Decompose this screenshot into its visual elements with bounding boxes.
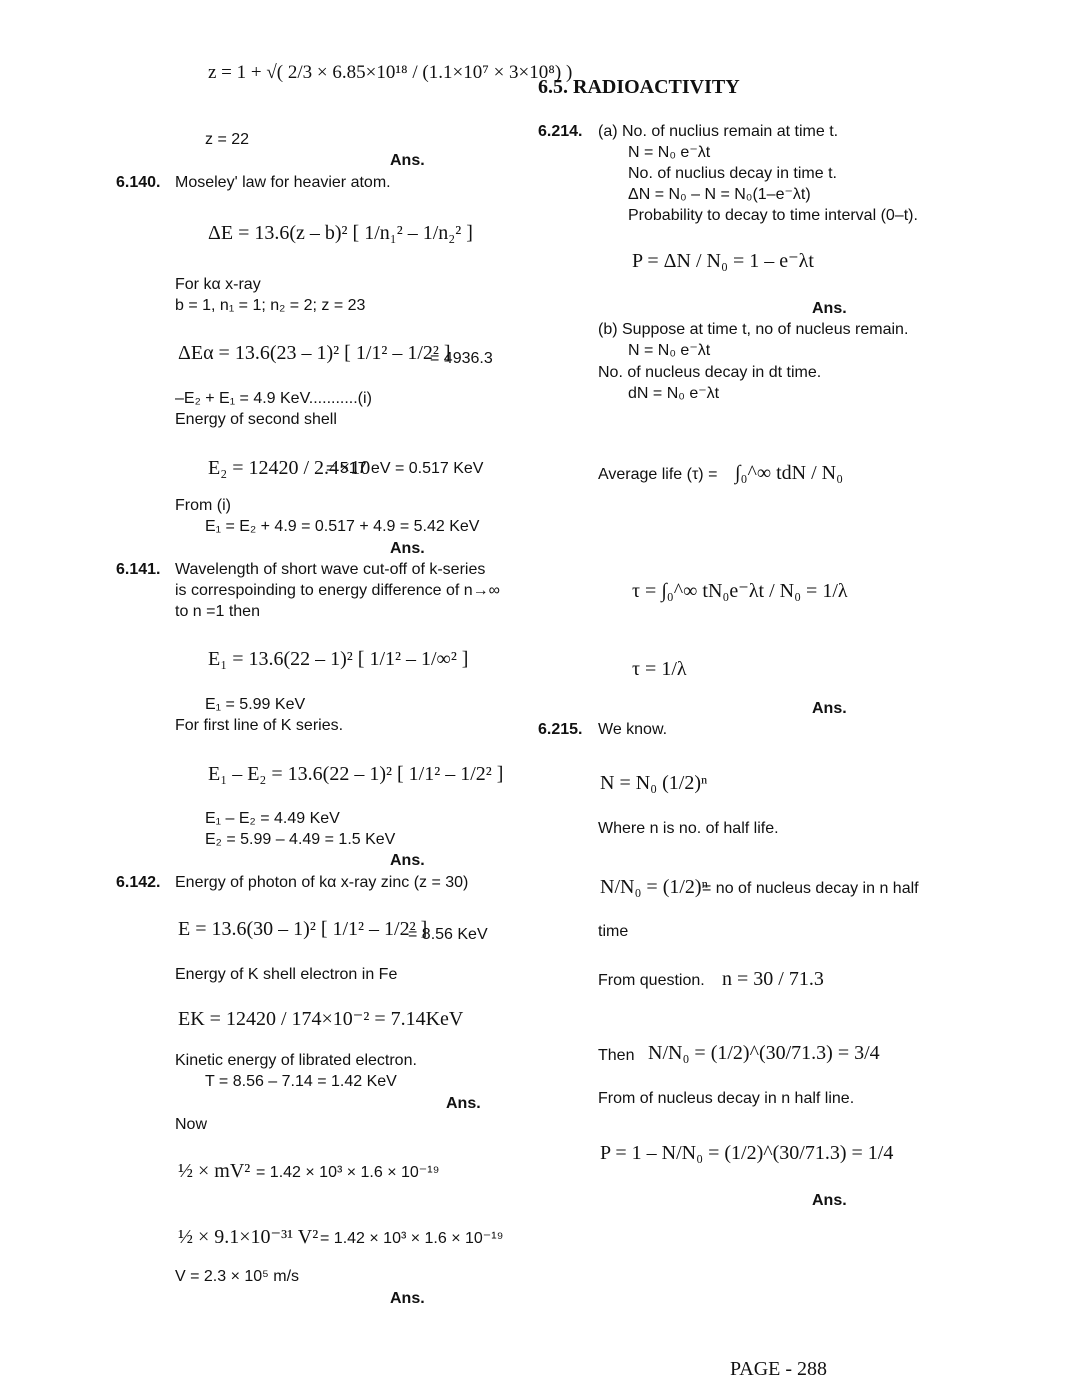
formula-result: = 8.56 KeV: [408, 926, 488, 943]
problem-text: to n =1 then: [175, 603, 260, 620]
text-line: No. of nuclius decay in time t.: [628, 165, 837, 182]
text-line: (b) Suppose at time t, no of nucleus remain.: [598, 321, 909, 338]
text-line: No. of nucleus decay in dt time.: [598, 364, 822, 381]
formula: P = 1 – N/N₀ = (1/2)^(30/71.3) = 1/4: [600, 1142, 894, 1164]
formula: E₁ = 13.6(22 – 1)² [ 1/1² – 1/∞² ]: [208, 648, 469, 670]
formula-result: = 1.42 × 10³ × 1.6 × 10⁻¹⁹: [320, 1230, 504, 1247]
answer-label: Ans.: [812, 700, 847, 717]
formula: P = ΔN / N₀ = 1 – e⁻λt: [632, 250, 814, 272]
problem-text: Moseley' law for heavier atom.: [175, 174, 391, 191]
text-line: Now: [175, 1116, 208, 1133]
formula: E₂ = 12420 / 2.4×10: [208, 457, 371, 479]
formula: ½ × mV²: [178, 1160, 251, 1182]
text-line: Average life (τ) =: [598, 466, 718, 483]
formula: τ = ∫₀^∞ tN₀e⁻λt / N₀ = 1/λ: [632, 580, 848, 602]
z-result: z = 22: [205, 131, 250, 148]
text-line: Energy of K shell electron in Fe: [175, 966, 398, 983]
formula: n = 30 / 71.3: [722, 968, 824, 990]
text-line: b = 1, n₁ = 1; n₂ = 2; z = 23: [175, 297, 366, 314]
text-line: Probability to decay to time interval (0–t).: [628, 207, 918, 224]
formula: N/N₀ = (1/2)^(30/71.3) = 3/4: [648, 1042, 880, 1064]
text-line: N = N₀ e⁻λt: [628, 342, 711, 359]
text-line: E₂ = 5.99 – 4.49 = 1.5 KeV: [205, 831, 396, 848]
formula: ∫₀^∞ tdN / N₀: [735, 462, 844, 484]
answer-label: Ans.: [446, 1095, 481, 1112]
problem-text: Energy of photon of kα x-ray zinc (z = 30): [175, 874, 469, 891]
text-line: dN = N₀ e⁻λt: [628, 385, 720, 402]
formula-result: = 1.42 × 10³ × 1.6 × 10⁻¹⁹: [256, 1164, 440, 1181]
problem-number-6-141: 6.141.: [116, 561, 161, 578]
problem-number-6-142: 6.142.: [116, 874, 161, 891]
problem-text: Wavelength of short wave cut-off of k-series: [175, 561, 486, 578]
answer-label: Ans.: [390, 1290, 425, 1307]
formula-result: = 517 eV = 0.517 KeV: [326, 460, 484, 477]
text-line: = no of nucleus decay in n half: [702, 880, 919, 897]
text-line: From (i): [175, 497, 231, 514]
formula: N = N₀ (1/2)ⁿ: [600, 772, 708, 794]
text-line: Energy of second shell: [175, 411, 337, 428]
answer-label: Ans.: [390, 540, 425, 557]
formula: E = 13.6(30 – 1)² [ 1/1² – 1/2² ]: [178, 918, 428, 940]
text-line: N = N₀ e⁻λt: [628, 144, 711, 161]
text-line: –E₂ + E₁ = 4.9 KeV...........(i): [175, 390, 372, 407]
answer-label: Ans.: [812, 1192, 847, 1209]
formula: ½ × 9.1×10⁻³¹ V²: [178, 1226, 319, 1248]
answer-label: Ans.: [390, 852, 425, 869]
answer-label: Ans.: [812, 300, 847, 317]
text-line: E₁ – E₂ = 4.49 KeV: [205, 810, 340, 827]
z-formula: z = 1 + √( 2/3 × 6.85×10¹⁸ / (1.1×10⁷ × 3×10⁸) ): [208, 62, 573, 83]
answer-label: Ans.: [390, 152, 425, 169]
problem-number-6-214: 6.214.: [538, 123, 583, 140]
formula: EK = 12420 / 174×10⁻² = 7.14KeV: [178, 1008, 464, 1030]
text-line: For first line of K series.: [175, 717, 344, 734]
problem-text: We know.: [598, 721, 668, 738]
text-line: From of nucleus decay in n half line.: [598, 1090, 855, 1107]
section-title: 6.5. RADIOACTIVITY: [538, 76, 740, 98]
formula-result: = 4936.3: [430, 350, 493, 367]
text-line: V = 2.3 × 10⁵ m/s: [175, 1268, 300, 1285]
problem-number-6-215: 6.215.: [538, 721, 583, 738]
formula: τ = 1/λ: [632, 658, 687, 680]
problem-text: (a) No. of nuclius remain at time t.: [598, 123, 839, 140]
text-line: Then: [598, 1047, 635, 1064]
formula: N/N₀ = (1/2)ⁿ: [600, 876, 708, 898]
formula: E₁ – E₂ = 13.6(22 – 1)² [ 1/1² – 1/2² ]: [208, 763, 504, 785]
text-line: For kα x-ray: [175, 276, 261, 293]
formula: ΔEα = 13.6(23 – 1)² [ 1/1² – 1/2² ]: [178, 342, 451, 364]
page-number: PAGE - 288: [730, 1358, 828, 1380]
moseley-formula: ΔE = 13.6(z – b)² [ 1/n₁² – 1/n₂² ]: [208, 222, 473, 244]
text-line: ΔN = N₀ – N = N₀(1–e⁻λt): [628, 186, 811, 203]
text-line: T = 8.56 – 7.14 = 1.42 KeV: [205, 1073, 397, 1090]
problem-text: is correspoinding to energy difference of n→∞: [175, 582, 501, 599]
text-line: Kinetic energy of librated electron.: [175, 1052, 417, 1069]
text-line: From question.: [598, 972, 705, 989]
text-line: time: [598, 923, 629, 940]
problem-number-6-140: 6.140.: [116, 174, 161, 191]
text-line: Where n is no. of half life.: [598, 820, 779, 837]
text-line: E₁ = 5.99 KeV: [205, 696, 306, 713]
text-line: E₁ = E₂ + 4.9 = 0.517 + 4.9 = 5.42 KeV: [205, 518, 480, 535]
